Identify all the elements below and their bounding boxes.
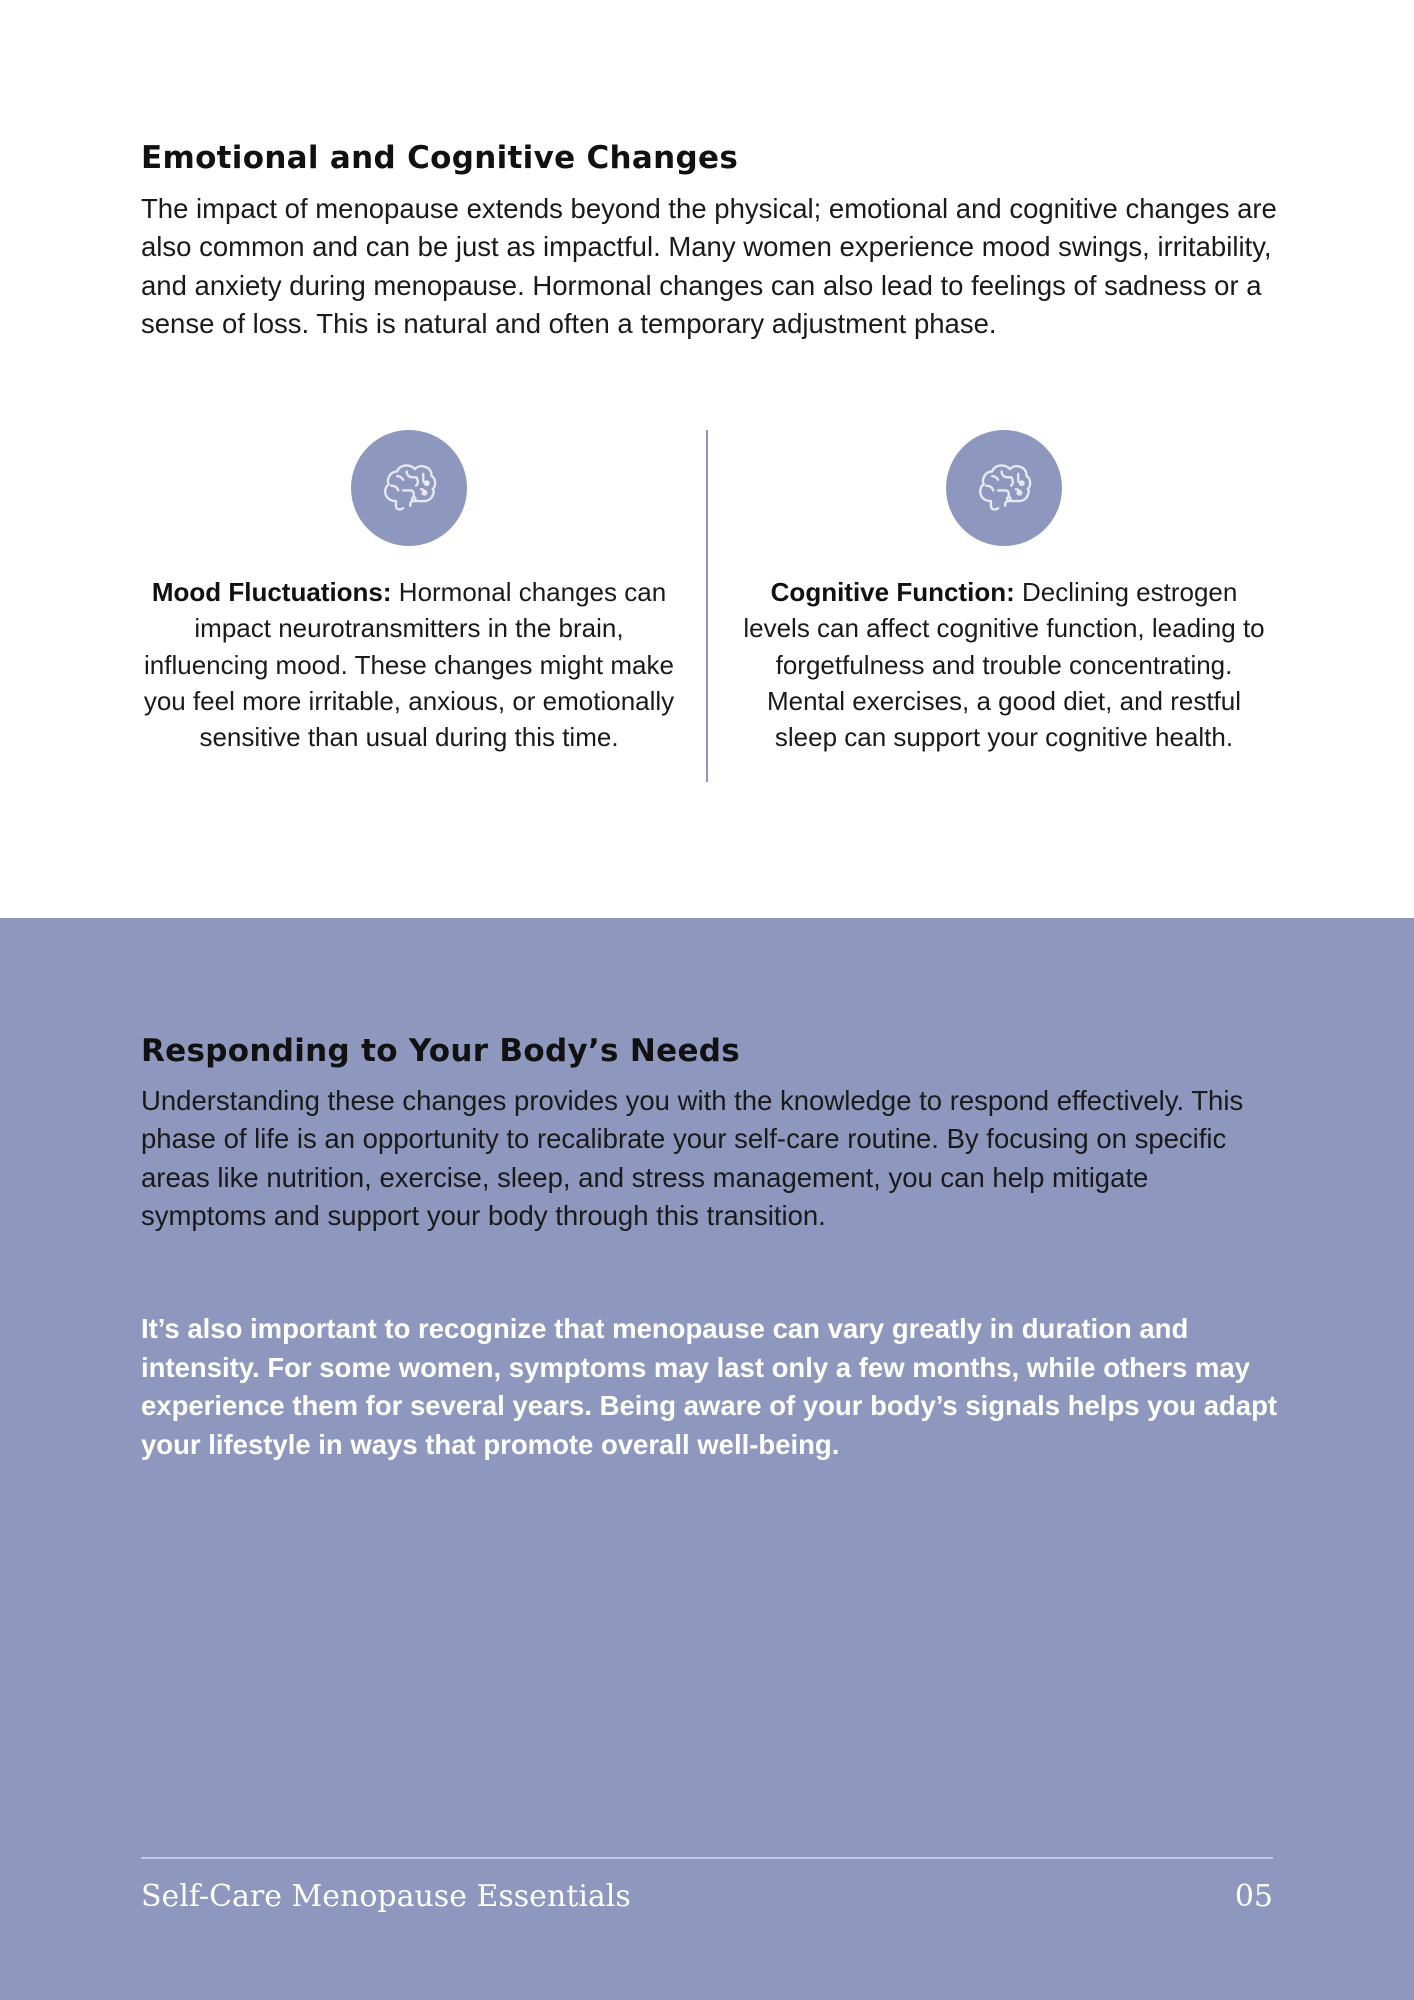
cognitive-function-column	[734, 430, 1274, 755]
mood-fluctuations-column	[139, 430, 679, 755]
brain-icon	[351, 430, 467, 546]
needs-title: Responding to Your Body’s Needs	[141, 1033, 741, 1069]
section-title: Emotional and Cognitive Changes	[141, 140, 739, 176]
brain-icon	[946, 430, 1062, 546]
intro-paragraph: The impact of menopause extends beyond the physical; emotional and cognitive changes are also common and can be just as impactful. Many women experience mood swings, irritability, and anxiety during menopause. Hormonal changes can also lead to feelings of sadness or a sense of loss. This is natural and often a temporary adjustment phase.	[141, 193, 1277, 340]
mood-fluctuations-text	[139, 574, 679, 755]
footer-title: Self-Care Menopause Essentials	[141, 1879, 631, 1914]
footer-divider	[141, 1857, 1273, 1859]
column-divider	[706, 430, 708, 782]
cognitive-function-body: Declining estrogen levels can affect cognitive function, leading to forgetfulness and trouble concentrating. Mental exercises, a good diet, and restful sleep can support your cognitive health.	[743, 577, 1265, 753]
emotional-cognitive-section	[0, 0, 1414, 918]
cognitive-function-text	[734, 574, 1274, 755]
mood-fluctuations-body: Hormonal changes can impact neurotransmitters in the brain, influencing mood. These changes might make you feel more irritable, anxious, or emotionally sensitive than usual during this time.	[143, 577, 675, 753]
needs-paragraph: Understanding these changes provides you with the knowledge to respond effectively. This phase of life is an opportunity to recalibrate your self-care routine. By focusing on specific areas like nutrition, exercise, sleep, and stress management, you can help mitigate symptoms and support your body through this transition.	[141, 1085, 1244, 1232]
cognitive-function-heading: Cognitive Function:	[770, 577, 1015, 607]
page-number: 05	[1234, 1879, 1273, 1914]
needs-emphasis-paragraph: It’s also important to recognize that menopause can vary greatly in duration and intensity. For some women, symptoms may last only a few months, while others may experience them for several years. Being aware of your body’s signals helps you adapt your lifestyle in ways that promote overall well-being.	[141, 1313, 1278, 1460]
mood-fluctuations-heading: Mood Fluctuations:	[151, 577, 392, 607]
